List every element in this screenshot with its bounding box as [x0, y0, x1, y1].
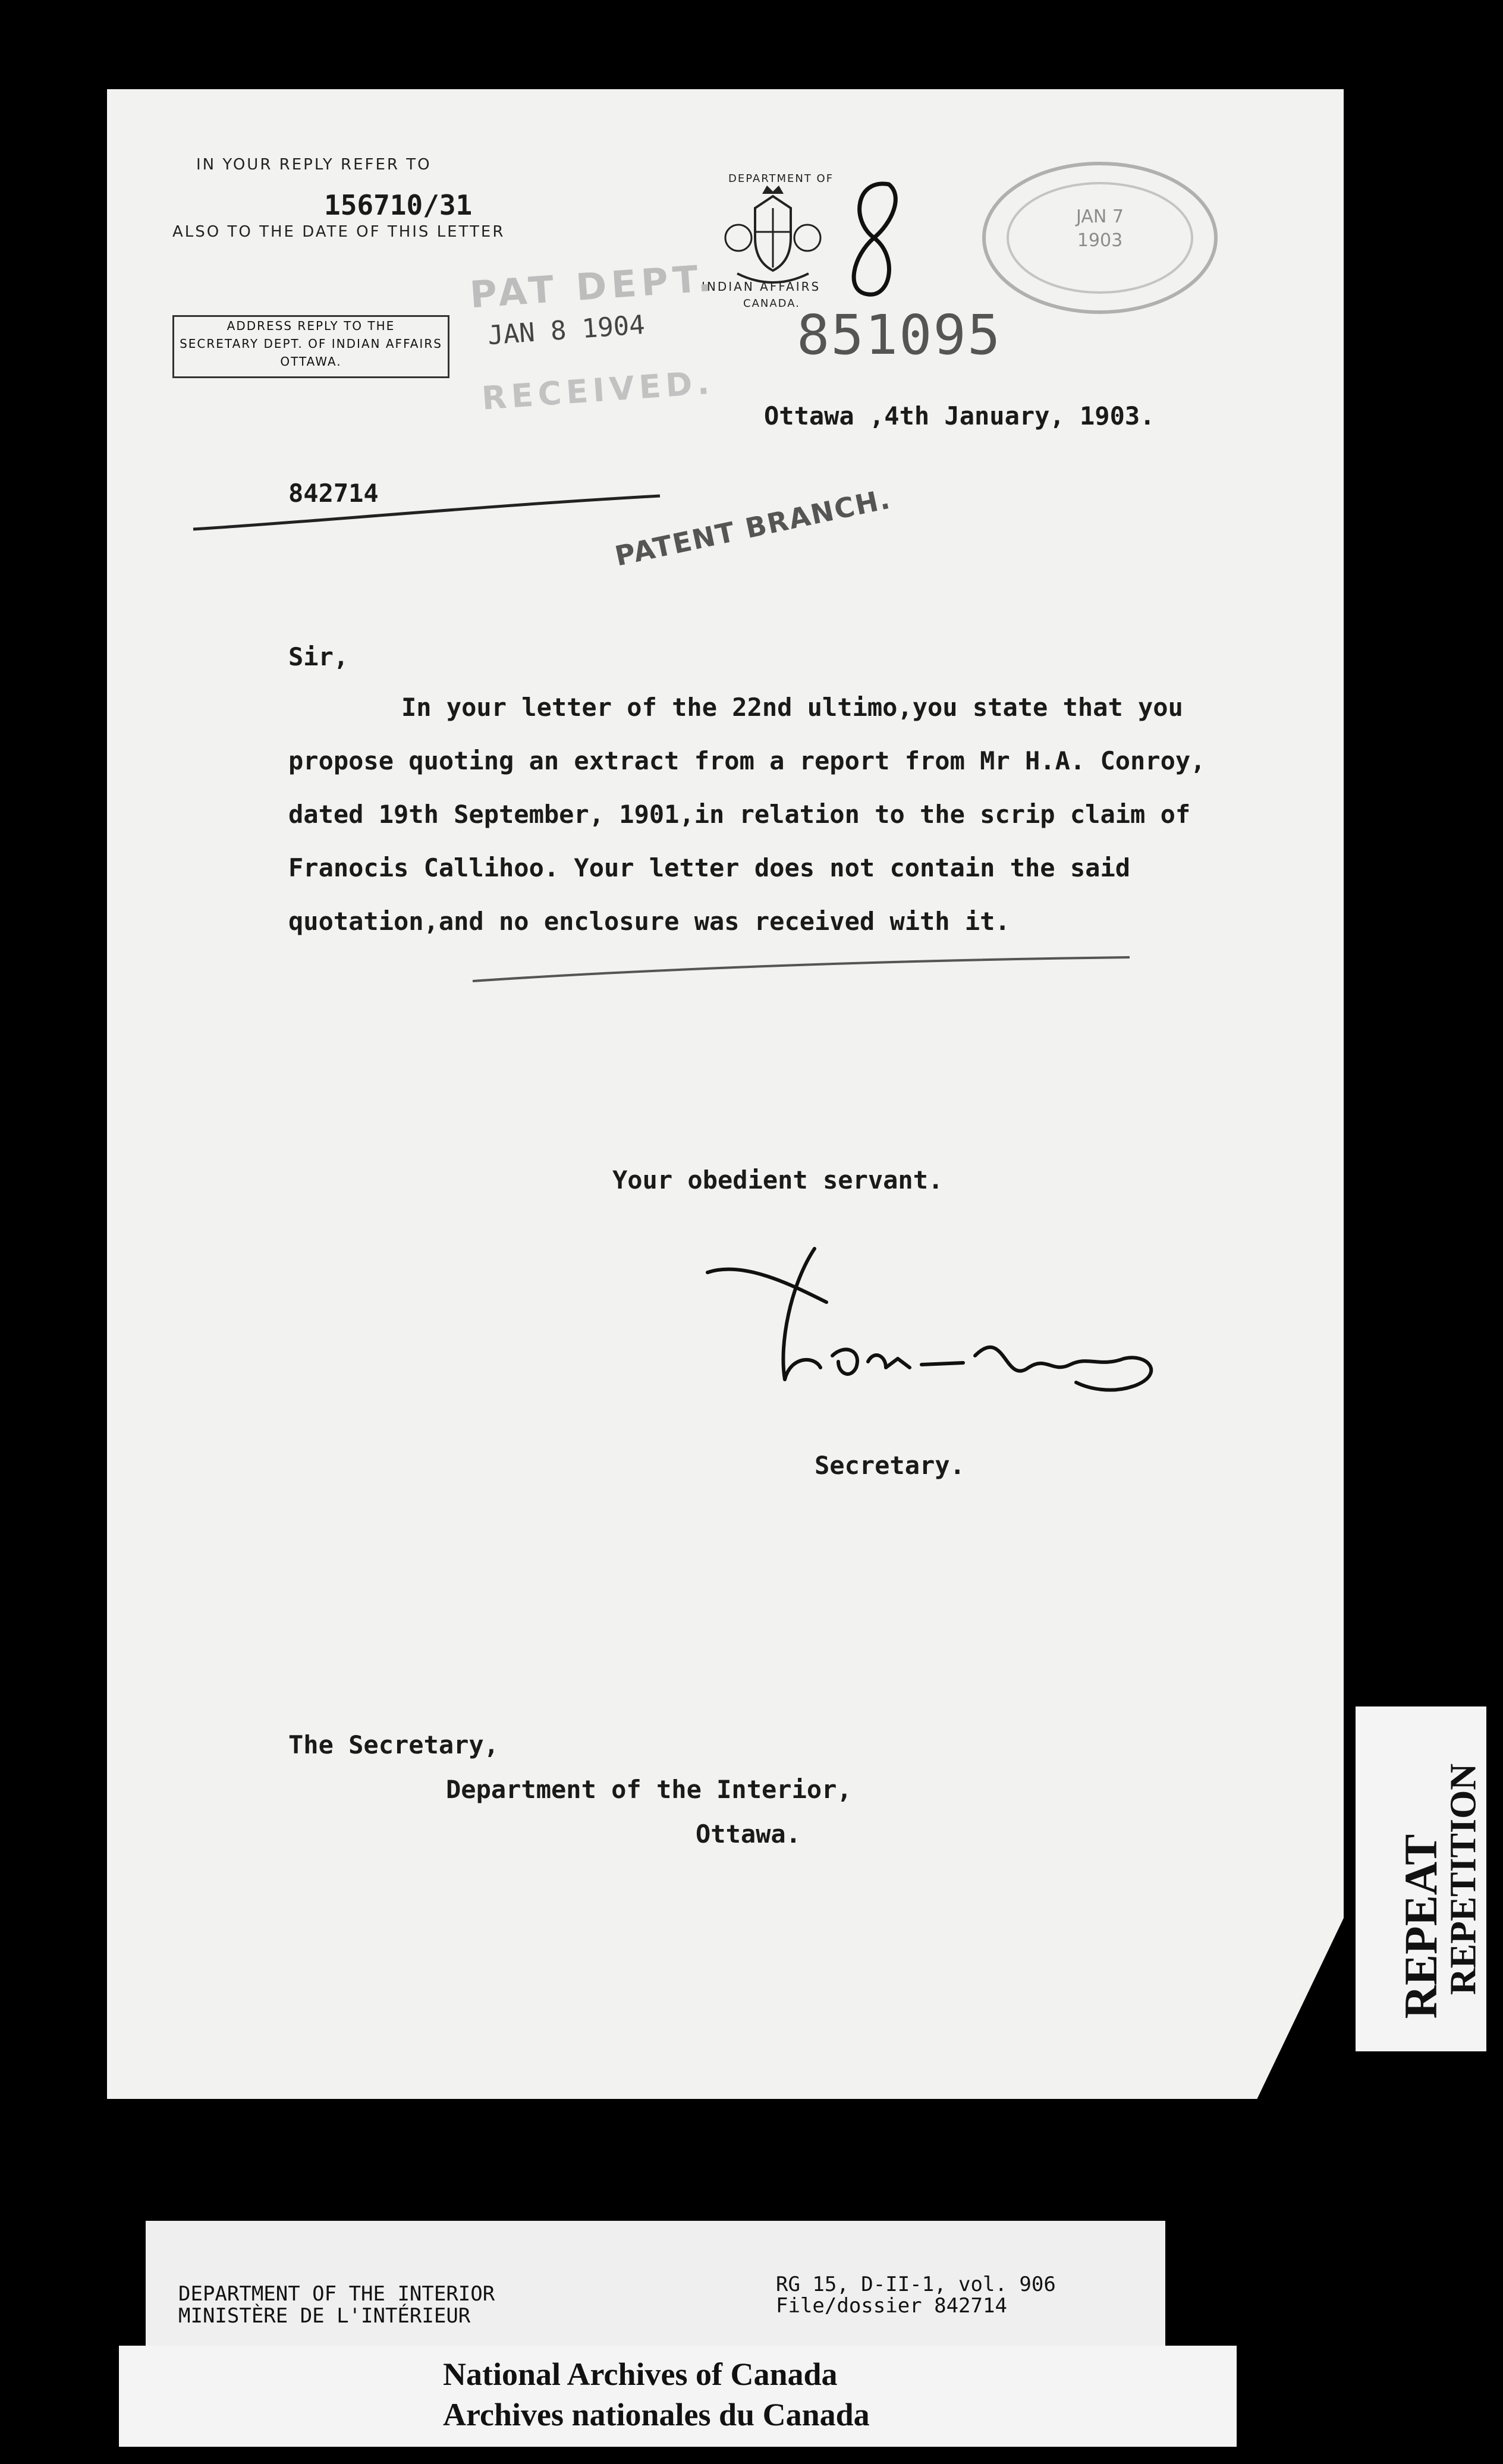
seal-text-top: DEPARTMENT OF — [728, 172, 834, 185]
salutation: Sir, — [288, 642, 349, 671]
archive-dept-fr: MINISTÈRE DE L'INTÉRIEUR — [178, 2304, 471, 2328]
addressee-line: Department of the Interior, — [446, 1775, 852, 1804]
address-line: ADDRESS REPLY TO THE — [227, 319, 395, 333]
reply-refer-label: IN YOUR REPLY REFER TO — [196, 156, 432, 174]
body-line: Franocis Callihoo. Your letter does not contain the said — [288, 853, 1131, 882]
address-line: OTTAWA. — [280, 354, 342, 369]
received-stamp-text: RECEIVED. — [480, 363, 715, 417]
received-stamp-date: JAN 8 1904 — [486, 309, 646, 351]
address-reply-box — [172, 315, 449, 378]
archive-rg-ref: RG 15, D-II-1, vol. 906 — [776, 2273, 1056, 2296]
repeat-label-line1: REPEAT — [1395, 1834, 1447, 2019]
file-reference: 842714 — [288, 479, 379, 508]
handwritten-mark — [832, 172, 916, 309]
file-number: 156710/31 — [324, 189, 473, 221]
archives-name-fr: Archives nationales du Canada — [443, 2397, 870, 2432]
addressee-line: Ottawa. — [696, 1819, 801, 1849]
body-line: dated 19th September, 1901,in relation to the scrip claim of — [288, 800, 1191, 829]
registry-number: 851095 — [797, 303, 1002, 367]
letter-date: Ottawa ,4th January, 1903. — [764, 401, 1155, 430]
archives-name-en: National Archives of Canada — [443, 2356, 838, 2392]
archive-dept-en: DEPARTMENT OF THE INTERIOR — [178, 2282, 495, 2306]
body-line: propose quoting an extract from a report from Mr H.A. Conroy, — [288, 746, 1206, 775]
body-line: quotation,and no enclosure was received with it. — [288, 907, 1010, 936]
seal-text-bottom: CANADA. — [743, 297, 800, 310]
file-reference-underline — [190, 488, 666, 535]
body-line: In your letter of the 22nd ultimo,you state that you — [401, 693, 1183, 722]
signature — [696, 1237, 1171, 1415]
received-stamp-header: PAT DEPT. — [468, 256, 718, 317]
repeat-label — [1356, 1706, 1486, 2051]
closing: Your obedient servant. — [612, 1165, 944, 1195]
address-line: SECRETARY DEPT. OF INDIAN AFFAIRS — [180, 337, 442, 351]
postmark-date: JAN 7 1903 — [1076, 206, 1124, 251]
patent-branch-stamp: PATENT BRANCH. — [612, 482, 894, 573]
reply-date-label: ALSO TO THE DATE OF THIS LETTER — [172, 223, 505, 241]
signer-title: Secretary. — [815, 1451, 965, 1480]
repeat-label-line2: REPETITION — [1443, 1763, 1484, 1995]
addressee-line: The Secretary, — [288, 1730, 499, 1759]
archive-file-ref: File/dossier 842714 — [776, 2294, 1007, 2318]
body-underline — [470, 945, 1136, 987]
seal-text-middle: INDIAN AFFAIRS — [702, 279, 821, 294]
